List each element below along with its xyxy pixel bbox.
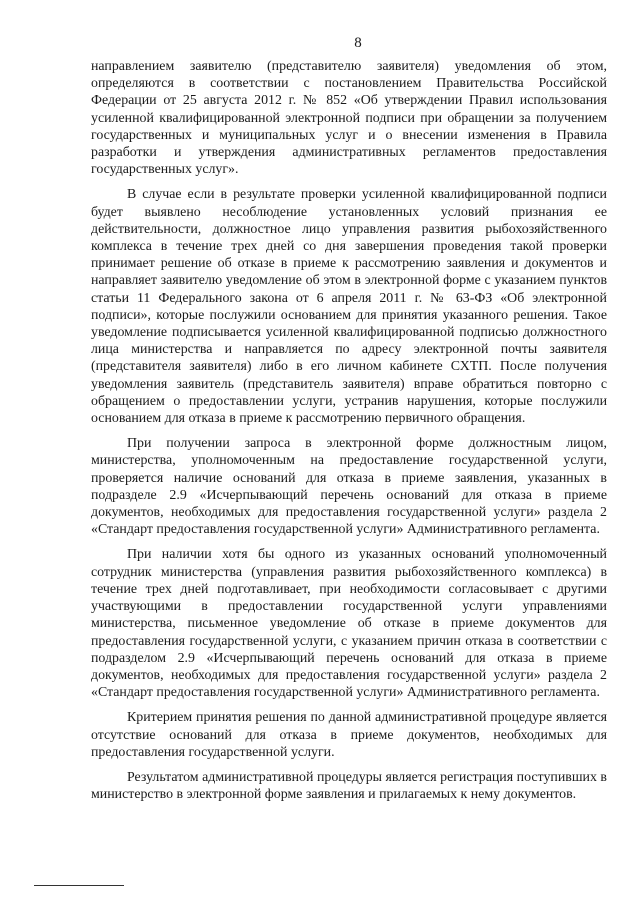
paragraph-refusal-notice: При наличии хотя бы одного из указанных оснований уполномоченный сотрудник министерства (управления развития рыбохозяйственного комплекса) в течение трех дней подготавливает, при необходимости согласовывает с другими участвующими в предоставлении государственной услуги управлениями министерства, письменное уведомление об отказе в приеме документов для предоставления государственной услуги, с указанием причин отказа в соответствии с подразделом 2.9 «Исчерпывающий перечень оснований для отказа в приеме документов, необходимых для предоставления государственной услуги» раздела 2 «Стандарт предоставления государственной услуги» Административного регламента. xyxy=(91,547,607,701)
paragraph-procedure-result: Результатом административной процедуры является регистрация поступивших в министерство в электронной форме заявления и прилагаемых к нему документов. xyxy=(91,769,607,803)
paragraph-signature-check: В случае если в результате проверки усиленной квалифицированной подписи будет выявлено несоблюдение установленных условий признания ее действительности, должностное лицо управления развития рыбохозяйственного комплекса в течение трех дней со дня завершения проведения такой проверки принимает решение об отказе в приеме к рассмотрению заявления и документов и направляет заявителю уведомление об этом в электронной форме с указанием пунктов статьи 11 Федерального закона от 6 апреля 2011 г. № 63-ФЗ «Об электронной подписи», которые послужили основанием для принятия указанного решения. Такое уведомление подписывается усиленной квалифицированной подписью должностного лица министерства и направляется по адресу электронной почты заявителя (представителя заявителя) либо в его личном кабинете СХТП. После получения уведомления заявитель (представитель заявителя) вправе обратиться повторно с обращением о предоставлении услуги, устранив нарушения, которые послужили основанием для отказа в приеме к рассмотрению первичного обращения. xyxy=(91,187,607,427)
paragraph-decision-criterion: Критерием принятия решения по данной административной процедуре является отсутствие оснований для отказа в приеме документов, необходимых для предоставления государственной услуги. xyxy=(91,710,607,760)
paragraph-request-review: При получении запроса в электронной форме должностным лицом, министерства, уполномоченным на предоставление государственной услуги, проверяется наличие оснований для отказа в приеме заявления, указанных в подразделе 2.9 «Исчерпывающий перечень оснований для отказа в приеме документов, необходимых для предоставления государственной услуги» раздела 2 «Стандарт предоставления государственной услуги» Административного регламента. xyxy=(91,436,607,538)
page-number: 8 xyxy=(354,35,362,51)
footnote-divider xyxy=(34,885,124,886)
paragraph-continuation: направлением заявителю (представителю заявителя) уведомления об этом, определяются в соответствии с постановлением Правительства Российской Федерации от 25 августа 2012 г. № 852 «Об утверждении Правил использования усиленной квалифицированной электронной подписи при обращении за получением государственных и муниципальных услуг и о внесении изменения в Правила разработки и утверждения административных регламентов предоставления государственных услуг». xyxy=(91,59,607,178)
document-body xyxy=(91,58,607,811)
